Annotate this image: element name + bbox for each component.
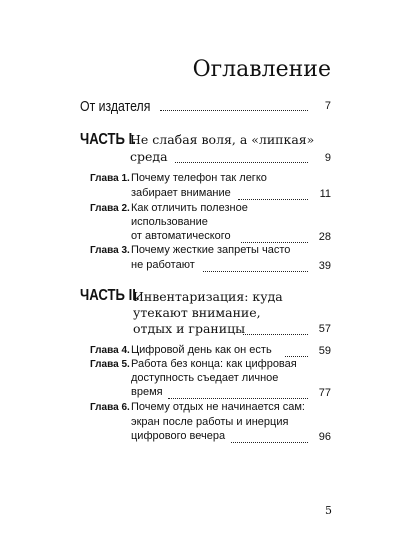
toc-page-number: 7 [324, 100, 331, 112]
toc-page-number: 9 [324, 152, 331, 164]
toc-page-number: 39 [318, 260, 331, 272]
toc-publisher-label: От издателя [80, 98, 151, 115]
toc-page-number: 77 [318, 387, 331, 399]
chapter-title-line: от автоматического [131, 230, 231, 242]
chapter-label: Глава 3. [90, 245, 130, 256]
chapter-title-line: не работают [131, 259, 195, 271]
chapter-label: Глава 2. [90, 203, 130, 214]
chapter-label: Глава 4. [90, 345, 130, 356]
page-title: Оглавление [192, 57, 331, 82]
chapter-title-line: Цифровой день как он есть [131, 344, 272, 356]
toc-page-number: 11 [319, 188, 331, 200]
leader-dots [243, 334, 308, 335]
leader-dots [160, 110, 308, 111]
leader-dots [238, 199, 308, 200]
leader-dots [241, 242, 308, 243]
leader-dots [231, 442, 308, 443]
chapter-label: Глава 1. [90, 173, 130, 184]
part-label: ЧАСТЬ II. [80, 287, 140, 304]
part-title-line: Не слабая воля, а «липкая» [130, 132, 315, 147]
toc-page-number: 59 [318, 345, 331, 357]
part-title-line: утекают внимание, [133, 305, 261, 320]
part-title-line: отдых и границы [133, 321, 246, 336]
chapter-label: Глава 6. [90, 402, 130, 413]
toc-page-number: 28 [318, 231, 331, 243]
leader-dots [168, 398, 308, 399]
part-title-line: Инвентаризация: куда [133, 289, 283, 304]
chapter-title-line: Почему отдых не начинается сам: [131, 401, 305, 413]
leader-dots [285, 356, 308, 357]
chapter-title-line: забирает внимание [131, 187, 231, 199]
chapter-title-line: цифрового вечера [131, 430, 226, 442]
chapter-title-line: экран после работы и инерция [131, 416, 289, 428]
part-title-line: среда [130, 149, 168, 164]
leader-dots [175, 162, 308, 163]
toc-page-number: 57 [318, 323, 331, 335]
chapter-title-line: доступность съедает личное [131, 372, 279, 384]
chapter-title-line: Как отличить полезное [131, 202, 248, 214]
toc-page-number: 96 [318, 431, 331, 443]
part-label: ЧАСТЬ I. [80, 131, 136, 148]
chapter-title-line: использование [131, 216, 208, 228]
page-number: 5 [325, 504, 332, 517]
chapter-title-line: Почему жесткие запреты часто [131, 244, 291, 256]
chapter-label: Глава 5. [90, 359, 130, 370]
leader-dots [203, 271, 308, 272]
chapter-title-line: Почему телефон так легко [131, 172, 267, 184]
chapter-title-line: Работа без конца: как цифровая [131, 358, 297, 370]
chapter-title-line: время [131, 386, 163, 398]
